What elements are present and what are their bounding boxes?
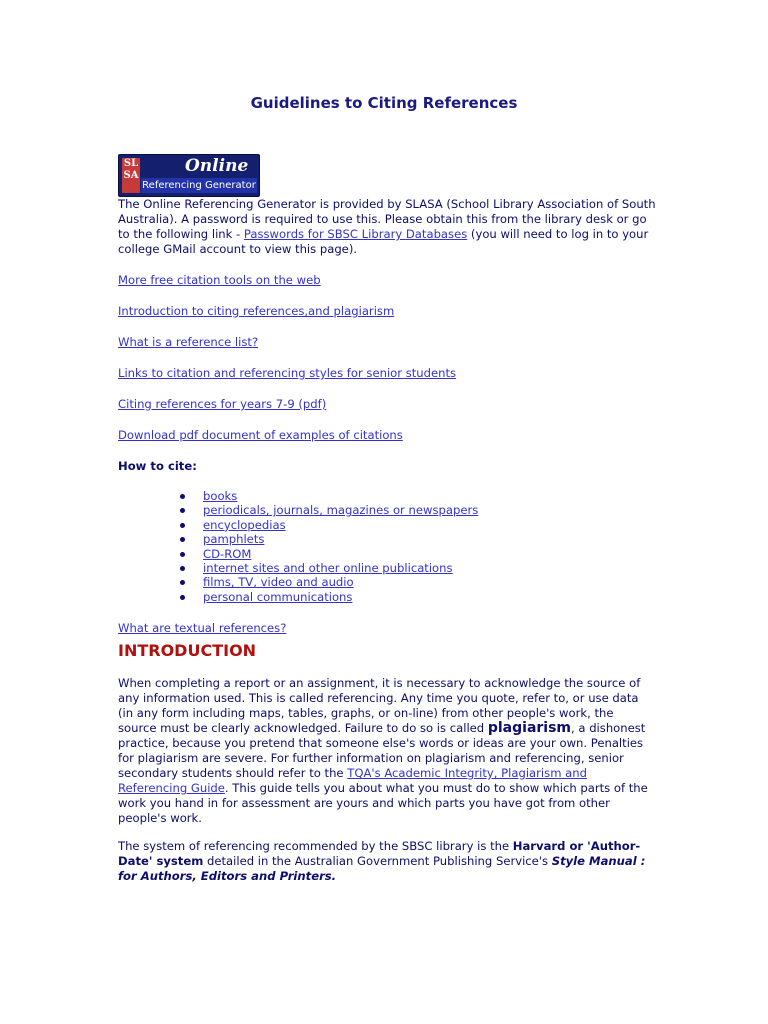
link-download-pdf-examples[interactable]: Download pdf document of examples of citations <box>118 428 403 442</box>
cite-personal-communications-link[interactable]: personal communications <box>203 589 353 604</box>
cite-books-link[interactable]: books <box>203 489 238 503</box>
cite-periodicals-link[interactable]: periodicals, journals, magazines or newspapers <box>203 503 479 518</box>
slasa-seal-icon: SL SA <box>122 158 140 193</box>
bullet-icon <box>180 523 185 528</box>
how-to-cite-heading: How to cite: <box>118 459 197 473</box>
body-text-3: . This guide tells you about what you must do to show which parts of the work you hand in for assessment are yours and which parts you have got from other people's work. <box>118 781 648 825</box>
bullet-icon <box>180 566 185 571</box>
list-item <box>180 518 478 532</box>
link-textual-references[interactable]: What are textual references? <box>118 621 287 635</box>
bullet-icon <box>180 537 185 542</box>
list-item <box>180 503 478 517</box>
harvard-system-term: Harvard or 'Author-Date' system <box>118 839 641 868</box>
bullet-icon <box>180 580 185 585</box>
page-title: Guidelines to Citing References <box>250 94 518 112</box>
bullet-icon <box>180 508 185 513</box>
system-text-2: detailed in the Australian Government Publishing Service's <box>203 854 552 868</box>
bullet-icon <box>180 494 185 499</box>
cite-films-tv-link[interactable]: films, TV, video and audio <box>203 575 354 590</box>
intro-text-2: (you will need to log in to your college GMail account to view this page). <box>118 227 649 256</box>
bullet-icon <box>180 595 185 600</box>
list-item <box>180 532 478 546</box>
body-text-1: When completing a report or an assignment, it is necessary to acknowledge the source of any information used. This is called referencing. Any time you quote, refer to, or use data (in any form including maps, tables, graphs, or on-line) from other people's work, the source must be clearly acknowledged. Failure to do so is called <box>118 676 641 735</box>
passwords-link[interactable]: Passwords for SBSC Library Databases <box>243 227 468 241</box>
introduction-paragraph <box>118 676 654 826</box>
link-citation-styles-senior[interactable]: Links to citation and referencing styles for senior students <box>118 366 457 380</box>
list-item <box>180 561 478 575</box>
logo-word: Online <box>185 156 249 176</box>
style-manual-title: Style Manual : for Authors, Editors and Printers. <box>118 854 646 883</box>
online-referencing-generator-logo[interactable] <box>118 154 260 197</box>
how-to-cite-list <box>180 489 478 604</box>
list-item <box>180 489 478 503</box>
cite-encyclopedias-link[interactable]: encyclopedias <box>203 517 286 532</box>
cite-pamphlets-link[interactable]: pamphlets <box>203 532 265 547</box>
link-reference-list[interactable]: What is a reference list? <box>118 335 259 349</box>
section-heading-introduction: INTRODUCTION <box>118 641 257 660</box>
logo-fine-print <box>143 158 183 168</box>
logo-subtitle: Referencing Generator <box>142 180 256 191</box>
list-item <box>180 547 478 561</box>
system-paragraph <box>118 839 658 884</box>
cite-internet-sites-link[interactable]: internet sites and other online publications <box>203 561 453 576</box>
intro-paragraph <box>118 197 658 257</box>
link-citing-years-7-9[interactable]: Citing references for years 7-9 (pdf) <box>118 397 327 411</box>
list-item <box>180 590 478 604</box>
bullet-icon <box>180 552 185 557</box>
link-intro-citing-plagiarism[interactable]: Introduction to citing references,and plagiarism <box>118 304 395 318</box>
intro-text-1: The Online Referencing Generator is provided by SLASA (School Library Association of South Australia). A password is required to use this. Please obtain this from the library desk or go to the following link - <box>118 197 656 241</box>
tqa-guide-link[interactable]: TQA's Academic Integrity, Plagiarism and Referencing Guide <box>118 766 587 795</box>
system-text-1: The system of referencing recommended by the SBSC library is the <box>118 839 513 853</box>
body-text-2: , a dishonest practice, because you pretend that someone else's words or ideas are your own. Penalties for plagiarism are severe. For further information on plagiarism and referencing, senior secondary students should refer to the <box>118 721 646 780</box>
list-item <box>180 575 478 589</box>
cite-cd-rom-link[interactable]: CD-ROM <box>203 546 252 561</box>
plagiarism-term: plagiarism <box>487 720 572 736</box>
link-free-citation-tools[interactable]: More free citation tools on the web <box>118 273 321 287</box>
